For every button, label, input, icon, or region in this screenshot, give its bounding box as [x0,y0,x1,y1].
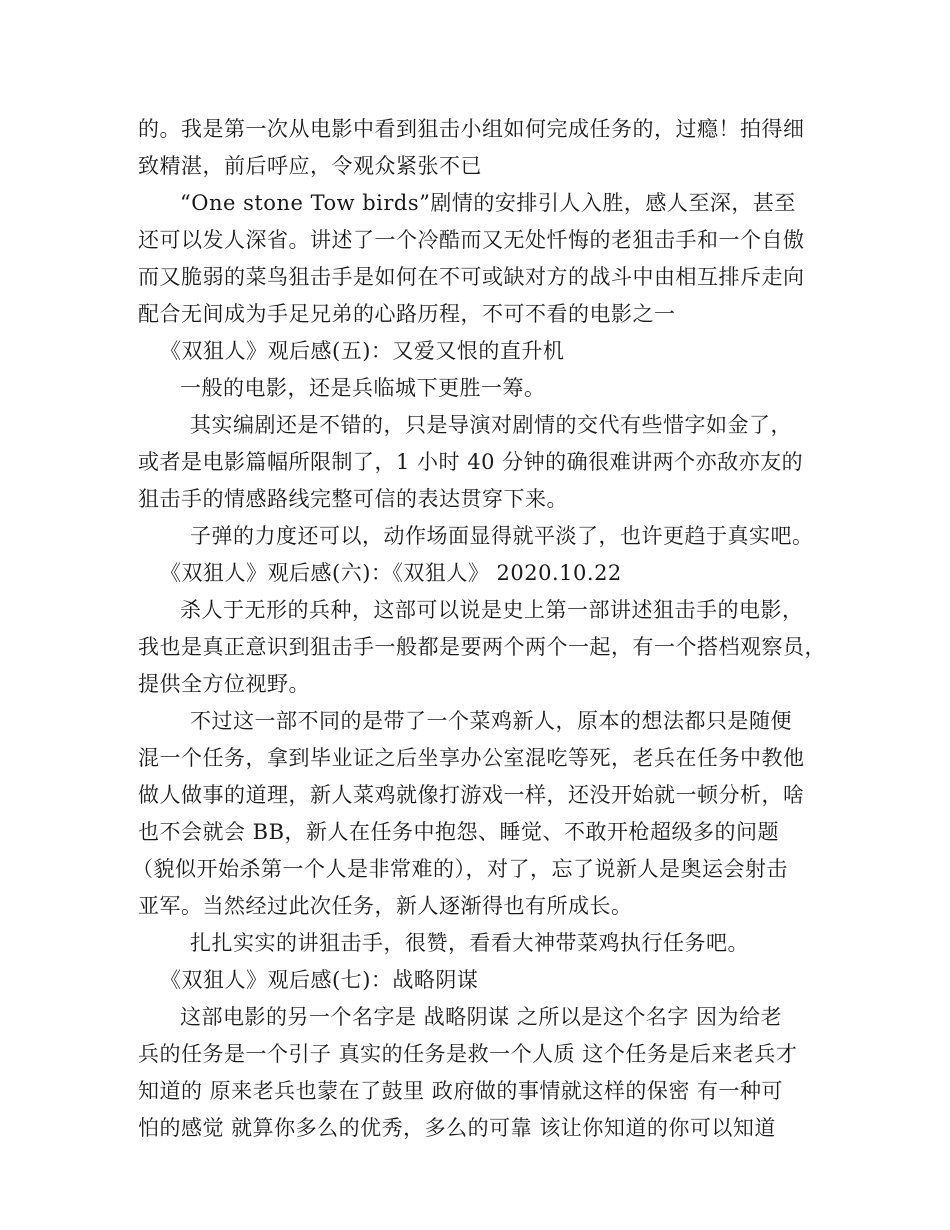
text-line: 提供全方位视野。 [138,672,310,696]
section-heading: 《双狙人》观后感(六)：《双狙人》 2020.10.22 [160,561,622,585]
text-line: 做人做事的道理，新人菜鸡就像打游戏一样，还没开始就一顿分析，啥 [138,783,805,807]
text-line: 的。我是第一次从电影中看到狙击小组如何完成任务的，过瘾！拍得细 [138,117,805,141]
text-line: 扎扎实实的讲狙击手，很赞，看看大神带菜鸡执行任务吧。 [190,931,749,955]
text-line: 亚军。当然经过此次任务，新人逐渐得也有所成长。 [138,894,633,918]
text-line: 兵的任务是一个引子 真实的任务是救一个人质 这个任务是后来老兵才 [138,1042,798,1066]
text-line: 怕的感觉 就算你多么的优秀，多么的可靠 该让你知道的你可以知道 [138,1116,776,1140]
text-line: 配合无间成为手足兄弟的心路历程，不可不看的电影之一 [138,302,676,326]
text-line: 或者是电影篇幅所限制了，1 小时 40 分钟的确很难讲两个亦敌亦友的 [138,450,804,474]
text-line: 而又脆弱的菜鸟狙击手是如何在不可或缺对方的战斗中由相互排斥走向 [138,265,805,289]
text-line: 知道的 原来老兵也蒙在了鼓里 政府做的事情就这样的保密 有一种可 [138,1079,784,1103]
text-line: 还可以发人深省。讲述了一个冷酷而又无处忏悔的老狙击手和一个自傲 [138,228,805,252]
text-line: 其实编剧还是不错的，只是导演对剧情的交代有些惜字如金了， [190,413,792,437]
text-line: 不过这一部不同的是带了一个菜鸡新人，原本的想法都只是随便 [190,709,792,733]
section-heading: 《双狙人》观后感(五)：又爱又恨的直升机 [160,339,565,363]
text-line: 也不会就会 BB，新人在任务中抱怨、睡觉、不敢开枪超级多的问题 [138,820,780,844]
text-line: 我也是真正意识到狙击手一般都是要两个两个一起，有一个搭档观察员， [138,635,826,659]
text-line: “One stone Tow birds”剧情的安排引人入胜，感人至深，甚至 [180,191,796,215]
text-line: （貌似开始杀第一个人是非常难的），对了，忘了说新人是奥运会射击 [132,857,788,881]
section-heading: 《双狙人》观后感(七)：战略阴谋 [160,968,479,992]
text-line: 一般的电影，还是兵临城下更胜一筹。 [180,376,546,400]
text-line: 狙击手的情感路线完整可信的表达贯穿下来。 [138,487,568,511]
text-line: 混一个任务，拿到毕业证之后坐享办公室混吃等死，老兵在任务中教他 [138,746,805,770]
text-line: 致精湛，前后呼应，令观众紧张不已 [138,154,482,178]
text-line: 杀人于无形的兵种，这部可以说是史上第一部讲述狙击手的电影， [180,598,804,622]
text-line: 这部电影的另一个名字是 战略阴谋 之所以是这个名字 因为给老 [180,1005,783,1029]
text-line: 子弹的力度还可以，动作场面显得就平淡了，也许更趋于真实吧。 [190,524,814,548]
